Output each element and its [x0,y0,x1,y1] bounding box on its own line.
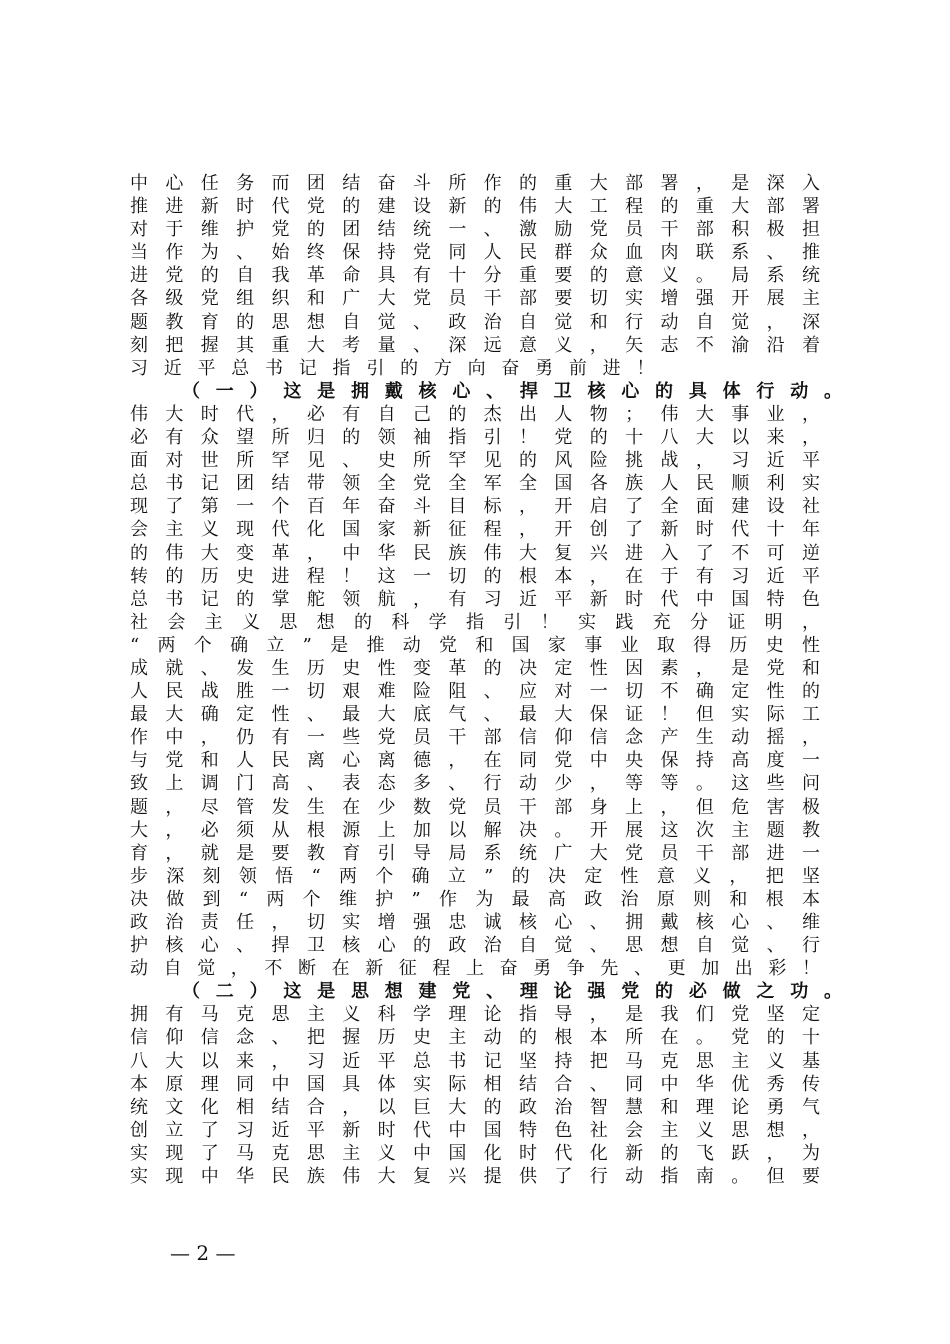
text-line: 政治责任，切实增强忠诚核心、拥戴核心、维 [130,912,820,933]
text-line: 习近平总书记指引的方向奋勇前进！ [130,357,655,379]
text-line: 成就、发生历史性变革的决定性因素，是党和 [130,657,820,679]
text-line: 总书记团结带领全党全军全国各族人民顺利实 [130,473,820,495]
text-line: 必有众望所归的领袖指引！党的十八大以来， [130,427,820,449]
body-text [130,172,842,1188]
text-line: 面对世所罕见、史所罕见的风险挑战，习近平 [130,450,820,472]
text-line: 总书记的掌舵领航，有习近平新时代中国特色 [130,588,820,610]
text-line: 人民战胜一切艰难险阻、应对一切不确定性的 [130,681,820,703]
text-line: 刻把握其重大考量、深远意义，矢志不渝沿着 [130,334,820,356]
text-line: 题教育的思想自觉、政治自觉和行动自觉，深 [130,311,820,333]
text-line: 伟大时代，必有自己的杰出人物；伟大事业， [130,403,820,425]
text-line: 作中，仍有一些党员干部信仰信念产生动摇， [130,727,820,749]
text-line: 大，必须从根源上加以解决。开展这次主题教 [130,819,820,841]
text-line: 实现了马克思主义中国化时代化新的飞跃，为 [130,1142,820,1164]
section-heading: （二）这是思想建党、理论强党的必做之功。 [182,981,842,1003]
text-line: 题，尽管发生在少数党员干部身上，但危害极 [130,796,820,818]
text-line: 步深刻领悟“两个确立”的决定性意义，把坚 [130,865,820,887]
text-line: 动自觉，不断在新征程上奋勇争先、更加出彩！ [130,958,820,980]
text-line: 与党和人民离心离德，在同党中央保持高度一 [130,750,820,772]
text-line: 推进新时代党的建设新的伟大工程的重大部署 [130,196,820,218]
text-line: 创立了习近平新时代中国特色社会主义思想， [130,1119,820,1141]
text-line: 致上调门高、表态多、行动少，等等。这些问 [130,773,820,795]
text-line: 社会主义思想的科学指引！实践充分证明， [130,611,820,633]
text-line: 当作为、始终保持党同人民群众血肉联系、推 [130,242,820,264]
text-line: 转的历史进程！这一切的根本，在于有习近平 [130,565,820,587]
text-line: “两个确立”是推动党和国家事业取得历史性 [130,634,820,656]
text-line: 各级党组织和广大党员干部要切实增强开展主 [130,288,820,310]
text-line: 实现中华民族伟大复兴提供了行动指南。但要 [130,1166,820,1188]
text-line: 拥有马克思主义科学理论指导，是我们党坚定 [130,1004,820,1026]
text-line: 最大确定性、最大底气、最大保证！但实际工 [130,704,820,726]
text-line: 会主义现代化国家新征程，开创了新时代十年 [130,519,820,541]
text-line: 对于维护党的团结统一、激励党员干部积极担 [130,219,820,241]
text-line: 的伟大变革，中华民族伟大复兴进入了不可逆 [130,542,820,564]
text-line: 中心任务而团结奋斗所作的重大部署，是深入 [130,173,820,194]
text-line: 育，就是要教育引导局系统广大党员干部进一 [130,842,820,864]
text-line: 决做到“两个维护”作为最高政治原则和根本 [130,888,820,910]
text-line: 本原理同中国具体实际相结合、同中华优秀传 [130,1073,820,1095]
text-line: 现了第一个百年奋斗目标，开启了全面建设社 [130,496,820,518]
section-heading: （一）这是拥戴核心、捍卫核心的具体行动。 [182,380,842,402]
text-line: 护核心、捍卫核心的政治自觉、思想自觉、行 [130,935,820,957]
text-line: 八大以来，习近平总书记坚持把马克思主义基 [130,1050,820,1072]
text-line: 信仰信念、把握历史主动的根本所在。党的十 [130,1027,820,1049]
text-line: 进党的自我革命具有十分重要的意义。局系统 [130,265,820,287]
page-number: — 2 — [170,1241,236,1265]
text-line: 统文化相结合，以巨大的政治智慧和理论勇气 [130,1096,820,1118]
